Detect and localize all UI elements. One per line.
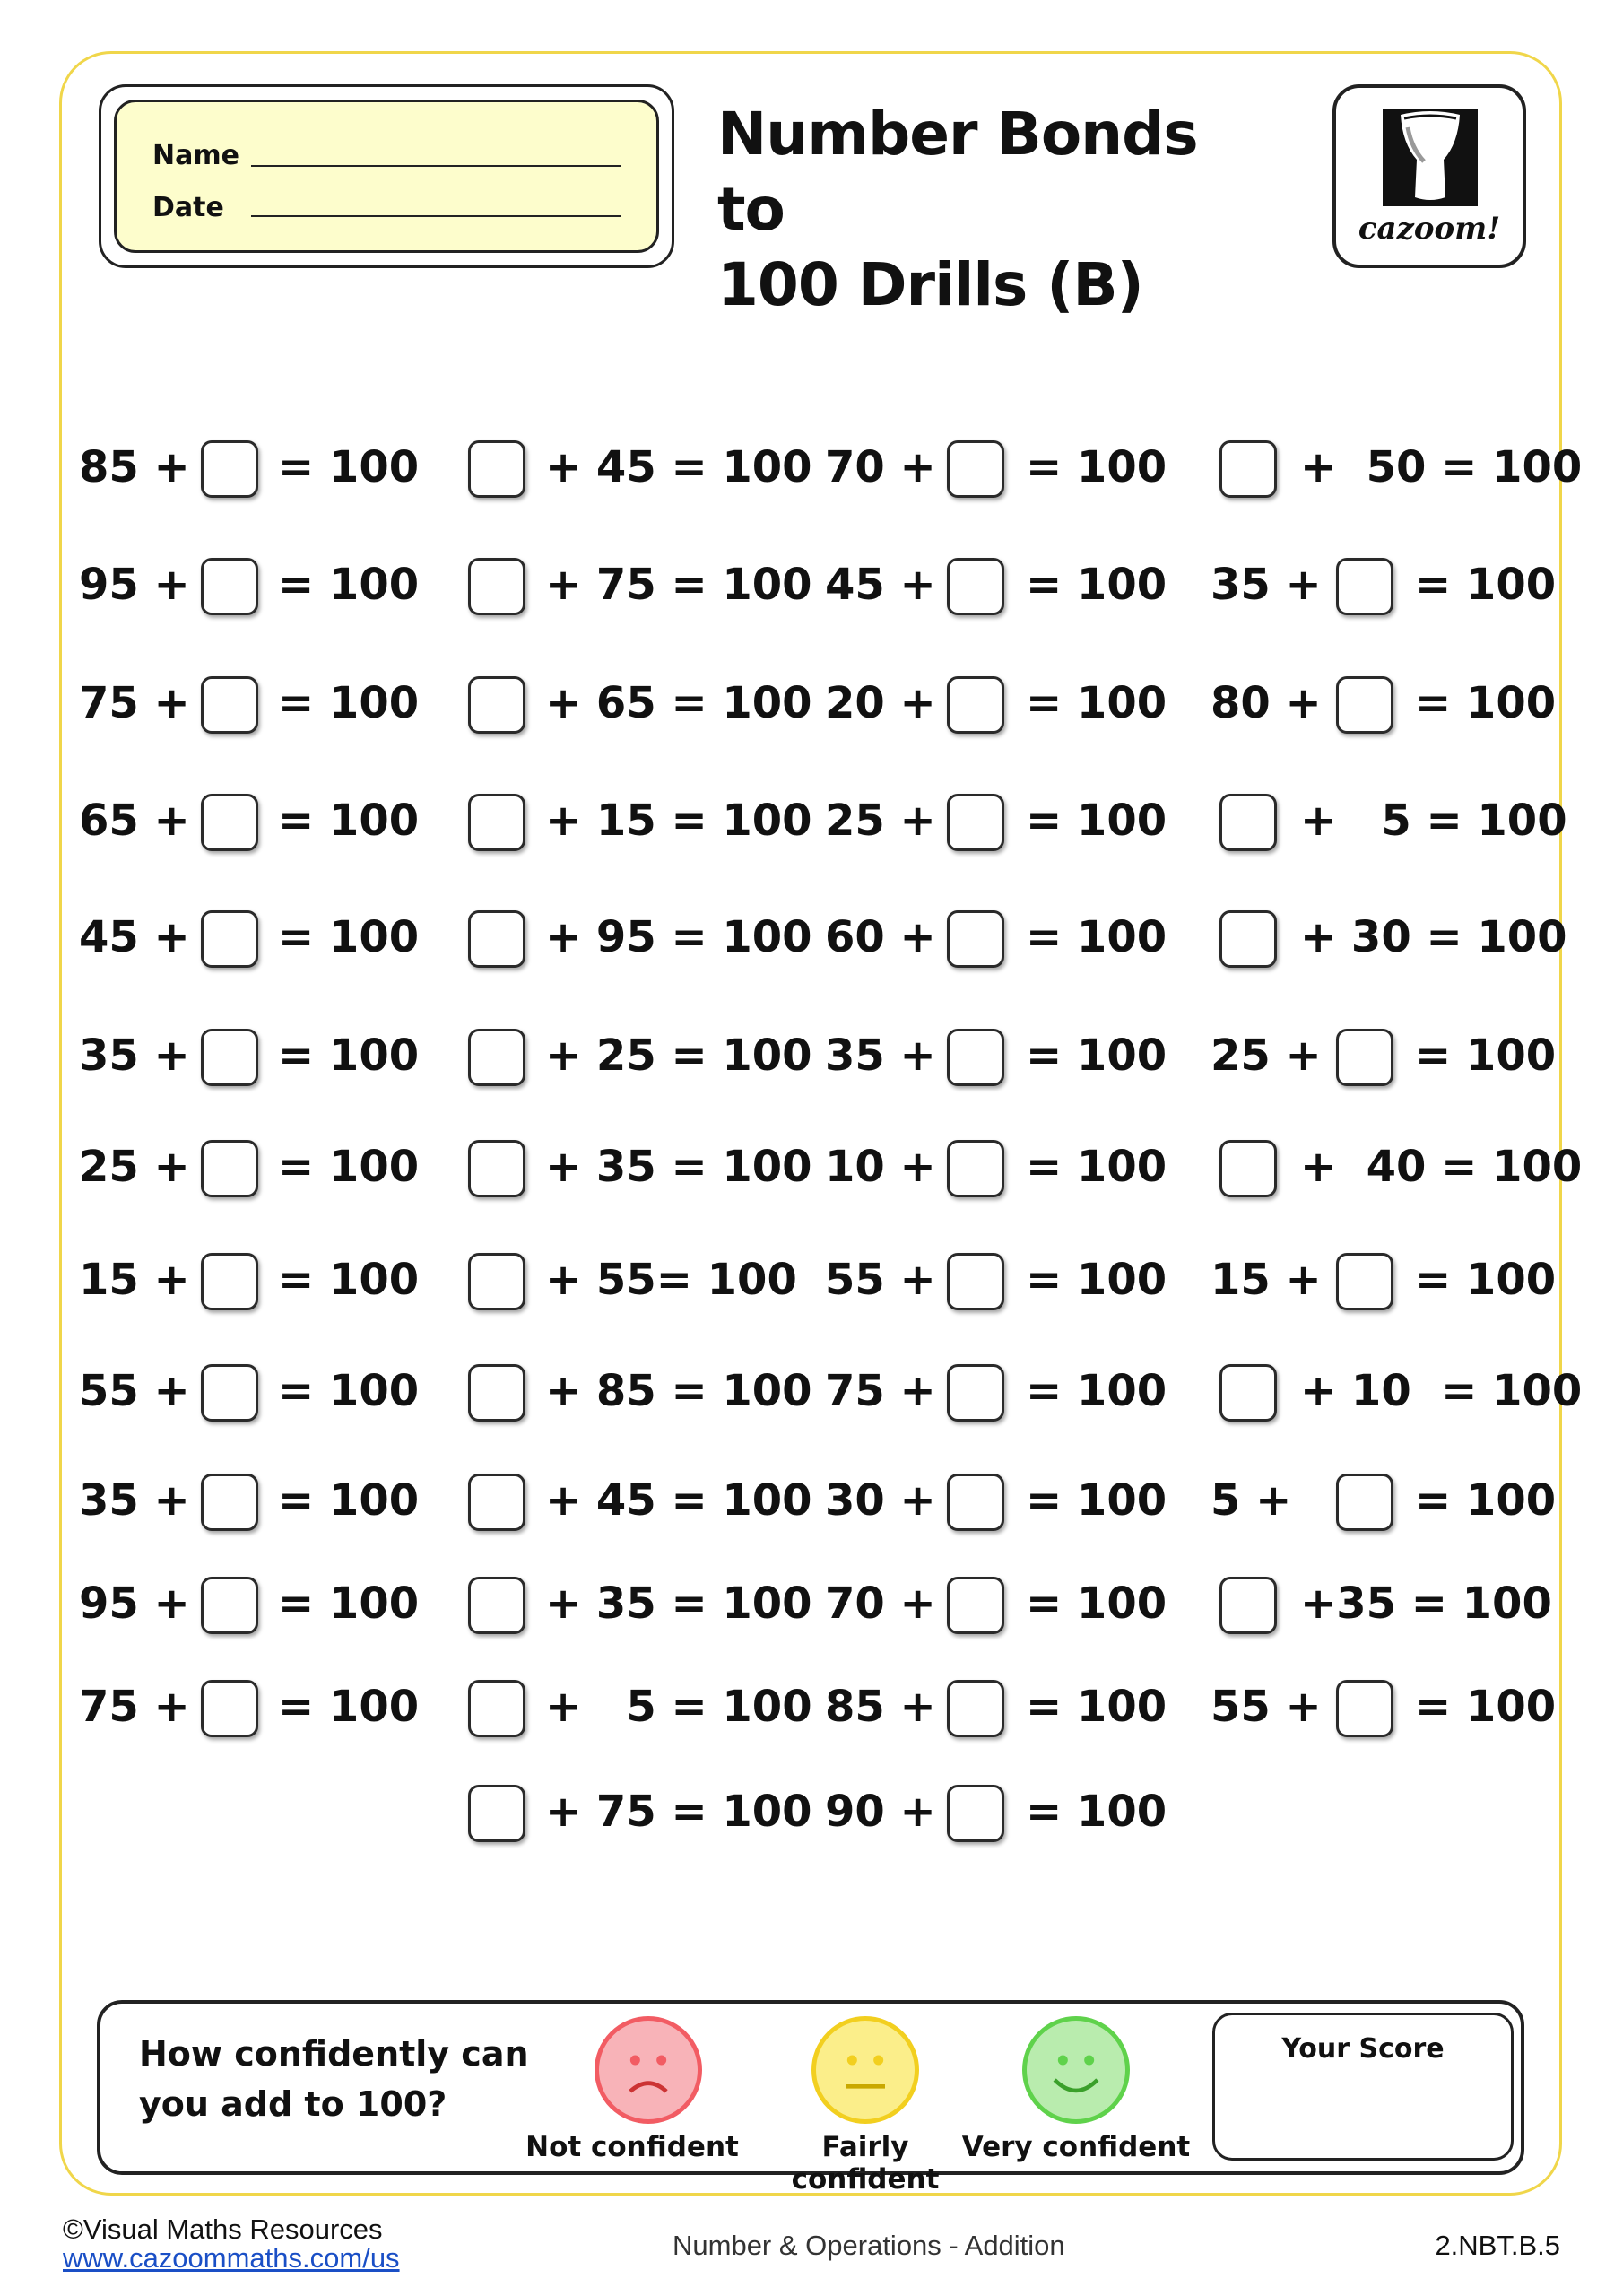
drill-addend: 15 +	[1211, 1255, 1322, 1305]
drill-result: = 100	[278, 560, 420, 610]
answer-box[interactable]	[947, 1364, 1004, 1422]
confidence-question	[139, 2029, 529, 2129]
logo-text: cazoom!	[1358, 211, 1501, 247]
drill-equation: + 45 = 100	[545, 442, 812, 492]
drill-result: = 100	[1026, 912, 1167, 962]
drill-addend: 85 +	[825, 1682, 936, 1732]
drill-equation: + 45 = 100	[545, 1475, 812, 1526]
drill-addend: 35 +	[1211, 560, 1322, 610]
drill-result: = 100	[1415, 1255, 1557, 1305]
drill-addend: 25 +	[79, 1142, 190, 1192]
drill-result: = 100	[278, 678, 420, 728]
answer-box[interactable]	[201, 1253, 258, 1310]
drill-equation: + 35 = 100	[545, 1142, 812, 1192]
score-label: Your Score	[1281, 2033, 1445, 2065]
answer-box[interactable]	[947, 1474, 1004, 1531]
drill-addend: 70 +	[825, 1578, 936, 1629]
confidence-face-1[interactable]	[595, 2016, 702, 2124]
answer-box[interactable]	[468, 910, 525, 968]
confidence-question-line-1: How confidently can	[139, 2034, 529, 2074]
drill-equation: + 75 = 100	[545, 560, 812, 610]
confidence-label-3: Very confident	[961, 2131, 1191, 2163]
drill-result: = 100	[1415, 678, 1557, 728]
drill-addend: 75 +	[79, 678, 190, 728]
drill-result: = 100	[278, 912, 420, 962]
answer-box[interactable]	[201, 1474, 258, 1531]
drill-equation: + 15 = 100	[545, 796, 812, 846]
answer-box[interactable]	[468, 676, 525, 734]
copyright-text: ©Visual Maths Resources	[63, 2213, 383, 2245]
drill-addend: 25 +	[825, 796, 936, 846]
answer-box[interactable]	[468, 1029, 525, 1086]
drill-result: = 100	[278, 1255, 420, 1305]
answer-box[interactable]	[468, 794, 525, 851]
name-field[interactable]	[251, 165, 621, 167]
name-date-panel	[99, 84, 674, 268]
drill-equation: +35 = 100	[1300, 1578, 1552, 1629]
answer-box[interactable]	[201, 1577, 258, 1634]
drill-result: = 100	[1026, 1366, 1167, 1416]
drill-addend: 95 +	[79, 1578, 190, 1629]
answer-box[interactable]	[201, 440, 258, 498]
answer-box[interactable]	[201, 1029, 258, 1086]
drill-equation: + 10 = 100	[1300, 1366, 1583, 1416]
drill-result: = 100	[278, 1578, 420, 1629]
drill-addend: 95 +	[79, 560, 190, 610]
drill-addend: 55 +	[79, 1366, 190, 1416]
score-box[interactable]	[1212, 2013, 1514, 2161]
drill-addend: 5 +	[1211, 1475, 1292, 1526]
drill-result: = 100	[1026, 1031, 1167, 1081]
confidence-face-3[interactable]	[1022, 2016, 1130, 2124]
drill-equation: + 55= 100	[545, 1255, 797, 1305]
worksheet-title	[717, 97, 1273, 323]
drill-equation: + 5 = 100	[545, 1682, 812, 1732]
answer-box[interactable]	[201, 794, 258, 851]
drill-result: = 100	[1026, 560, 1167, 610]
website-link[interactable]: www.cazoommaths.com/us	[63, 2242, 400, 2274]
name-date-panel-inner	[114, 100, 659, 253]
answer-box[interactable]	[468, 440, 525, 498]
drill-addend: 45 +	[79, 912, 190, 962]
answer-box[interactable]	[468, 1680, 525, 1737]
answer-box[interactable]	[947, 910, 1004, 968]
answer-box[interactable]	[947, 440, 1004, 498]
answer-box[interactable]	[468, 1785, 525, 1842]
standard-code: 2.NBT.B.5	[1435, 2230, 1560, 2261]
answer-box[interactable]	[468, 558, 525, 615]
answer-box[interactable]	[947, 1785, 1004, 1842]
answer-box[interactable]	[1336, 1474, 1393, 1531]
drill-addend: 65 +	[79, 796, 190, 846]
drill-equation: + 50 = 100	[1300, 442, 1583, 492]
page-border	[59, 51, 1562, 2196]
drill-result: = 100	[1415, 1682, 1557, 1732]
drill-addend: 30 +	[825, 1475, 936, 1526]
drill-equation: + 30 = 100	[1300, 912, 1567, 962]
title-line-1: Number Bonds to	[717, 100, 1198, 244]
drill-addend: 75 +	[79, 1682, 190, 1732]
answer-box[interactable]	[201, 1364, 258, 1422]
title-line-2: 100 Drills (B)	[717, 250, 1143, 319]
answer-box[interactable]	[201, 910, 258, 968]
drill-result: = 100	[278, 1142, 420, 1192]
name-label: Name	[152, 140, 239, 171]
answer-box[interactable]	[1336, 1029, 1393, 1086]
drill-equation: + 95 = 100	[545, 912, 812, 962]
drill-addend: 35 +	[79, 1031, 190, 1081]
answer-box[interactable]	[1219, 1140, 1277, 1197]
drill-result: = 100	[1026, 1475, 1167, 1526]
date-label: Date	[152, 192, 224, 223]
answer-box[interactable]	[1219, 910, 1277, 968]
answer-box[interactable]	[947, 794, 1004, 851]
drill-addend: 60 +	[825, 912, 936, 962]
drill-result: = 100	[1415, 560, 1557, 610]
drill-equation: + 25 = 100	[545, 1031, 812, 1081]
drill-result: = 100	[1415, 1031, 1557, 1081]
answer-box[interactable]	[468, 1364, 525, 1422]
answer-box[interactable]	[947, 676, 1004, 734]
drill-result: = 100	[1026, 1142, 1167, 1192]
answer-box[interactable]	[1219, 440, 1277, 498]
drill-equation: + 35 = 100	[545, 1578, 812, 1629]
drill-result: = 100	[278, 796, 420, 846]
drill-addend: 25 +	[1211, 1031, 1322, 1081]
drill-addend: 10 +	[825, 1142, 936, 1192]
drill-result: = 100	[1026, 1787, 1167, 1837]
drill-result: = 100	[1026, 1682, 1167, 1732]
answer-box[interactable]	[1219, 794, 1277, 851]
answer-box[interactable]	[1336, 676, 1393, 734]
answer-box[interactable]	[468, 1474, 525, 1531]
confidence-label-1: Not confident	[525, 2131, 739, 2163]
drill-result: = 100	[1026, 796, 1167, 846]
confidence-face-2[interactable]	[812, 2016, 919, 2124]
drill-result: = 100	[1415, 1475, 1557, 1526]
answer-box[interactable]	[947, 1029, 1004, 1086]
drill-equation: + 75 = 100	[545, 1787, 812, 1837]
drill-result: = 100	[278, 442, 420, 492]
drill-result: = 100	[1026, 678, 1167, 728]
drill-addend: 45 +	[825, 560, 936, 610]
answer-box[interactable]	[1336, 1680, 1393, 1737]
drill-addend: 20 +	[825, 678, 936, 728]
answer-box[interactable]	[468, 1577, 525, 1634]
drill-addend: 85 +	[79, 442, 190, 492]
drill-addend: 75 +	[825, 1366, 936, 1416]
drill-result: = 100	[278, 1682, 420, 1732]
drill-addend: 35 +	[79, 1475, 190, 1526]
drill-equation: + 5 = 100	[1300, 796, 1567, 846]
confidence-label-2: Fairly confident	[791, 2131, 940, 2196]
drill-result: = 100	[1026, 442, 1167, 492]
drill-equation: + 65 = 100	[545, 678, 812, 728]
answer-box[interactable]	[468, 1140, 525, 1197]
drill-result: = 100	[1026, 1255, 1167, 1305]
answer-box[interactable]	[201, 558, 258, 615]
answer-box[interactable]	[947, 1577, 1004, 1634]
drill-equation: + 85 = 100	[545, 1366, 812, 1416]
drill-addend: 80 +	[1211, 678, 1322, 728]
answer-box[interactable]	[947, 1140, 1004, 1197]
cazoom-logo	[1332, 84, 1526, 268]
answer-box[interactable]	[947, 1253, 1004, 1310]
drill-result: = 100	[1026, 1578, 1167, 1629]
answer-box[interactable]	[1219, 1364, 1277, 1422]
drill-addend: 70 +	[825, 442, 936, 492]
drill-addend: 90 +	[825, 1787, 936, 1837]
confidence-question-line-2: you add to 100?	[139, 2084, 447, 2124]
answer-box[interactable]	[947, 1680, 1004, 1737]
drill-addend: 35 +	[825, 1031, 936, 1081]
drill-addend: 55 +	[825, 1255, 936, 1305]
answer-box[interactable]	[1336, 558, 1393, 615]
drill-addend: 15 +	[79, 1255, 190, 1305]
answer-box[interactable]	[947, 558, 1004, 615]
drill-addend: 55 +	[1211, 1682, 1322, 1732]
drum-icon	[1381, 108, 1480, 208]
answer-box[interactable]	[201, 1140, 258, 1197]
answer-box[interactable]	[201, 676, 258, 734]
date-field[interactable]	[251, 215, 621, 217]
answer-box[interactable]	[1336, 1253, 1393, 1310]
topic-text: Number & Operations - Addition	[673, 2230, 1065, 2261]
drill-result: = 100	[278, 1031, 420, 1081]
drill-result: = 100	[278, 1475, 420, 1526]
answer-box[interactable]	[201, 1680, 258, 1737]
drill-result: = 100	[278, 1366, 420, 1416]
drill-equation: + 40 = 100	[1300, 1142, 1583, 1192]
answer-box[interactable]	[468, 1253, 525, 1310]
answer-box[interactable]	[1219, 1577, 1277, 1634]
